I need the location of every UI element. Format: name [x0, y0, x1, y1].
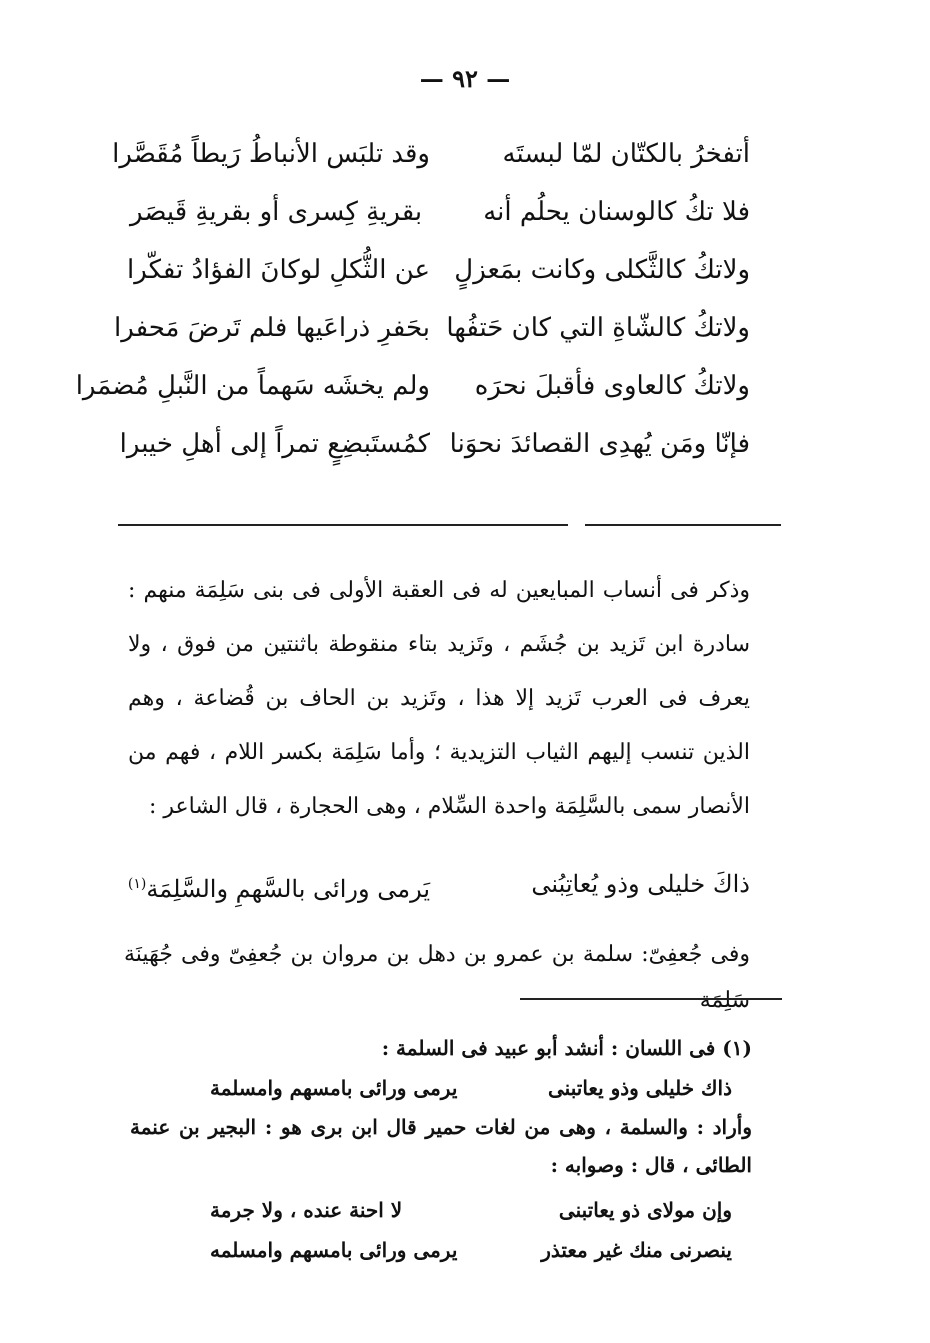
section-divider — [118, 524, 568, 526]
footnote-marker: (١) — [127, 876, 147, 892]
footnote-intro: (١) فى اللسان : أنشد أبو عبيد فى السلمة : — [381, 1036, 752, 1060]
hemistich-first: ذاكَ خليلى وذو يُعاتِبُنى — [531, 870, 750, 898]
footnote-verse — [130, 1230, 752, 1270]
footnote-verse — [130, 1068, 752, 1108]
hemistich-first: وإن مولاى ذو يعاتبنى — [558, 1198, 732, 1222]
hemistich-second: بقريةِ كِسرى أو بقريةِ قَيصَر — [130, 197, 423, 227]
poem-verse — [130, 186, 750, 244]
section-divider — [585, 524, 781, 526]
hemistich-first: ولاتكُ كالعاوى فأقبلَ نحرَه — [474, 371, 750, 401]
hemistich-first: فلا تكُ كالوسنان يحلُم أنه — [483, 197, 750, 227]
hemistich-first: أتفخرُ بالكتّان لمّا لبستَه — [502, 139, 750, 169]
hemistich-second: ولم يخشَه سَهماً من النَّبلِ مُضمَرا — [75, 371, 430, 401]
poem — [75, 128, 750, 476]
poem-verse — [75, 360, 750, 418]
hemistich-second: بحَفرِ ذراعَيها فلم تَرضَ مَحفرا — [114, 313, 430, 343]
poem-verse — [114, 302, 750, 360]
prose-paragraph: وذكر فى أنساب المبايعين له فى العقبة الأولى فى بنى سَلِمَة منهم : سادرة ابن تَزيد بن جُشَم ، وتَزيد بتاء منقوطة باثنتين من فوق ، ولا يعرف فى العرب تَزيد إلا هذا ، وتَزيد بن الحاف بن قُضاعة ، وهم الذين تنسب إليهم الثياب التزيدية ؛ وأما سَلِمَة بكسر اللام ، فهم من الأنصار سمى بالسَّلِمَة واحدة السِّلام ، وهى الحجارة ، قال الشاعر : — [128, 578, 751, 819]
poem-verse — [112, 128, 750, 186]
poem-verse — [127, 244, 750, 302]
quoted-verse — [127, 858, 750, 908]
hemistich-second — [127, 858, 430, 915]
hemistich-first: ينصرنى منك غير معتذر — [541, 1238, 732, 1262]
footnote-divider — [520, 998, 782, 1000]
hemistich-first: ولاتكُ كالشّاةِ التي كان حَتفُها — [446, 313, 750, 343]
hemistich-first: ولاتكُ كالثَّكلى وكانت بمَعزلٍ — [454, 255, 750, 285]
hemistich-first: ذاك خليلى وذو يعاتبنى — [548, 1076, 732, 1100]
page-number: — ٩٢ — — [419, 64, 511, 93]
poem-verse — [119, 418, 750, 476]
footnotes — [130, 1028, 752, 1270]
hemistich-second: كمُستَبضِعٍ تمراً إلى أهلِ خيبرا — [119, 429, 430, 459]
hemistich-second-text: يَرمى ورائى بالسَّهمِ والسَّلِمَة — [146, 875, 430, 903]
hemistich-first: فإنّا ومَن يُهدِى القصائدَ نحوَنا — [449, 429, 750, 459]
prose-line: وفى جُعفِىّ: سلمة بن عمرو بن دهل بن مروان بن جُعفِىّ وفى جُهَينَة سَلِمَة — [124, 942, 750, 1013]
hemistich-second: عن الثُّكلِ لوكانَ الفؤادُ تفكّرا — [127, 255, 430, 285]
hemistich-second: وقد تلبَس الأنباطُ رَيطاً مُقَصَّرا — [112, 139, 430, 169]
footnote-verse — [130, 1190, 752, 1230]
hemistich-second: يرمى ورائى بامسهم وامسلمه — [210, 1238, 458, 1262]
hemistich-second: لا احنة عنده ، ولا جرمة — [210, 1198, 403, 1222]
footnote-paragraph: وأراد : والسلمة ، وهى من لغات حمير قال ابن برى هو : البجير بن عنمة الطائى ، قال : وصوابه : — [130, 1115, 752, 1177]
hemistich-second: يرمى ورائى بامسهم وامسلمة — [210, 1076, 458, 1100]
